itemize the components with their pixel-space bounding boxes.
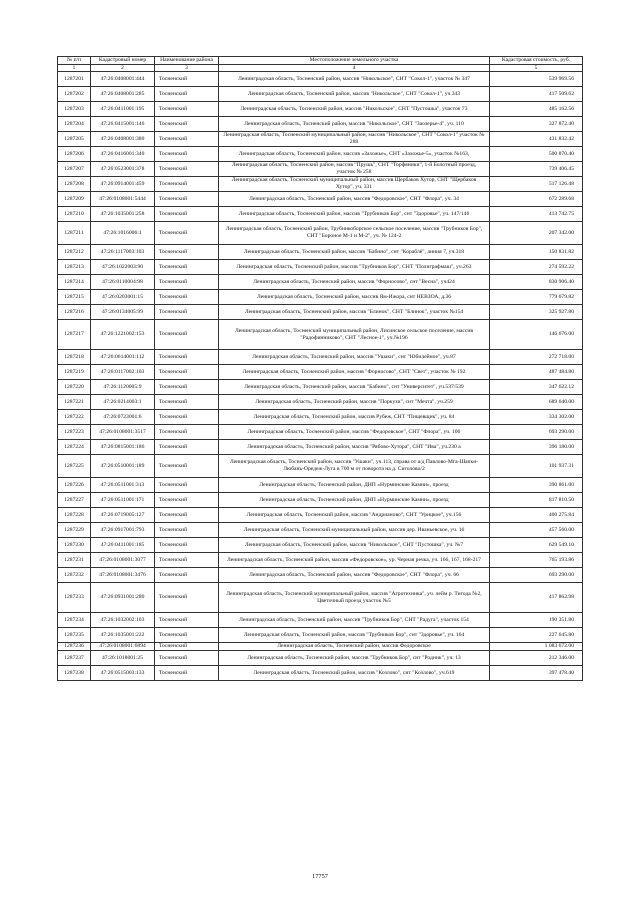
cadastral-value-cell: 146 676.00 [490, 320, 583, 350]
table-row [58, 350, 583, 365]
table-row [58, 651, 583, 666]
location-cell: Ленинградская область, Тосненский район, массив «Федоровское», ур. Черная речка, уч. 166, 167, 168-217 [219, 553, 490, 568]
table-row [58, 117, 583, 132]
column-number: 5 [490, 65, 583, 72]
col-header-location: Местоположение земельного участка [219, 57, 490, 65]
district-cell: Тосненский [155, 508, 219, 523]
location-cell: Ленинградская область, Тосненский район, массив "Никольское", СНТ "Пустошка", участок 73 [219, 102, 490, 117]
cadastral-number-cell: 47:26:0108001:3077 [91, 553, 155, 568]
cadastral-value-cell: 396 180.00 [490, 440, 583, 455]
cadastral-value-cell: 779 679.82 [490, 290, 583, 305]
location-cell: Ленинградская область, Тосненский район, массив Ям-Ижора, снт НЕВЗОА, д.36 [219, 290, 490, 305]
row-number-cell: 1287235 [58, 628, 91, 643]
cadastral-value-cell: 672 289.68 [490, 192, 583, 207]
cadastral-number-cell: 47:26:0511001:313 [91, 478, 155, 493]
table-row [58, 478, 583, 493]
cadastral-number-cell: 47:26:0214003:1 [91, 395, 155, 410]
location-cell: Ленинградская область, Тосненский район, массив "Никольское", СНТ "Сокол-1", участок № 347 [219, 72, 490, 87]
district-cell: Тосненский [155, 478, 219, 493]
location-cell: Ленинградская область, Тосненский район, массив "Федоровское", СНТ "Флора", уч. 34 [219, 192, 490, 207]
district-cell: Тосненский [155, 192, 219, 207]
table-row [58, 222, 583, 245]
location-cell: Ленинградская область, Тосненский район, массив "Форносово", снт "Весна", уч424 [219, 275, 490, 290]
location-cell: Ленинградская область, Тосненский район, Трубникоборское сельское поселение, массив "Трубников Бор", СНТ "Бороное М-1 и М-2", уч. № 124-2 [219, 222, 490, 245]
column-number: 3 [155, 65, 219, 72]
location-cell: Ленинградская область, Тосненский муниципальный район, массив "Никольское", СНТ "Сокол-1" участок № 288 [219, 132, 490, 147]
cadastral-number-cell: 47:26:1035001:258 [91, 207, 155, 222]
cadastral-number-cell: 47:26:0108001:3517 [91, 425, 155, 440]
location-cell: Ленинградская область, Тосненский муниципальный район, Лисинское сельское поселение, массив "Радофинниково", СНТ "Лесное-1", уч.№196 [219, 320, 490, 350]
cadastral-number-cell: 47:26:0134005:99 [91, 305, 155, 320]
district-cell: Тосненский [155, 147, 219, 162]
table-row [58, 365, 583, 380]
location-cell: Ленинградская область, Тосненский район, массив "Форносово", СНТ "Свет", участок № 192 [219, 365, 490, 380]
cadastral-number-cell: 47:26:0411001:185 [91, 538, 155, 553]
table-row [58, 162, 583, 177]
location-cell: Ленинградская область, Тосненский район, массив "Трубников Бор", СНТ "Радуга", участок 154 [219, 613, 490, 628]
cadastral-value-cell: 207 342.00 [490, 222, 583, 245]
district-cell: Тосненский [155, 290, 219, 305]
cadastral-value-cell: 487 484.80 [490, 365, 583, 380]
district-cell: Тосненский [155, 568, 219, 583]
district-cell: Тосненский [155, 425, 219, 440]
district-cell: Тосненский [155, 365, 219, 380]
row-number-cell: 1287224 [58, 440, 91, 455]
cadastral-number-cell: 47:26:0408001:285 [91, 87, 155, 102]
col-header-cadastral-value: Кадастровая стоимость, руб. [490, 57, 583, 65]
cadastral-number-cell: 47:26:0408001:444 [91, 72, 155, 87]
cadastral-number-cell: 47:26:0108001:5444 [91, 192, 155, 207]
column-number-row [58, 65, 583, 72]
row-number-cell: 1287225 [58, 455, 91, 478]
row-number-cell: 1287222 [58, 410, 91, 425]
cadastral-value-cell: 327 872.40 [490, 117, 583, 132]
location-cell: Ленинградская область, Тосненский район, массив "Никольское", СНТ "Пустошка", уч. №7 [219, 538, 490, 553]
cadastral-value-table [57, 56, 583, 681]
table-row [58, 628, 583, 643]
location-cell: Ленинградская область, Тосненский район, массив "Поркузи", снт "Мечта", уч.259 [219, 395, 490, 410]
cadastral-number-cell: 47:26:1032002:103 [91, 613, 155, 628]
location-cell: Ленинградская область, Тосненский район, массив "Ушаки", уч.113, справа от а/д Павлово-Мга-Шапки-Любань-Оредеж-Луга в 700 м от поворота на д. Сиголово/2 [219, 455, 490, 478]
cadastral-value-cell: 1 083 672.00 [490, 643, 583, 651]
cadastral-number-cell: 47:26:0510001:189 [91, 455, 155, 478]
cadastral-value-cell: 334 302.00 [490, 410, 583, 425]
table-row [58, 72, 583, 87]
col-header-district: Наименование района [155, 57, 219, 65]
location-cell: Ленинградская область, Тосненский муниципальный район, массив Щербаков Хутор, СНТ "Щербаков Хутор", уч. 331 [219, 177, 490, 192]
table-row [58, 290, 583, 305]
row-number-cell: 1287237 [58, 651, 91, 666]
location-cell: Ленинградская область, Тосненский район, массив "Прушь", СНТ "Торфяники", 1-й Болотный проезд, участок № 258 [219, 162, 490, 177]
valuation-table-sheet [57, 56, 582, 681]
row-number-cell: 1287204 [58, 117, 91, 132]
district-cell: Тосненский [155, 583, 219, 613]
table-row [58, 455, 583, 478]
cadastral-value-cell: 539 969.56 [490, 72, 583, 87]
cadastral-value-cell: 689 640.00 [490, 395, 583, 410]
table-row [58, 395, 583, 410]
cadastral-number-cell: 47:26:0523001:378 [91, 162, 155, 177]
row-number-cell: 1287212 [58, 245, 91, 260]
location-cell: Ленинградская область, Тосненский район, массив "Бабино", снт "Университет", уч.537/539 [219, 380, 490, 395]
cadastral-number-cell: 47:26:0719005:127 [91, 508, 155, 523]
header-row [58, 57, 583, 65]
row-number-cell: 1287219 [58, 365, 91, 380]
district-cell: Тосненский [155, 245, 219, 260]
column-number: 1 [58, 65, 91, 72]
cadastral-value-cell: 417 862.98 [490, 583, 583, 613]
column-number: 4 [219, 65, 490, 72]
table-row [58, 207, 583, 222]
table-row [58, 568, 583, 583]
location-cell: Ленинградская область, Тосненский муниципальный район, массив дер. Иваньевское, уч. 16 [219, 523, 490, 538]
cadastral-value-cell: 817 810.50 [490, 493, 583, 508]
table-row [58, 643, 583, 651]
cadastral-number-cell: 47:26:0416001:340 [91, 147, 155, 162]
cadastral-number-cell: 47:26:1221002:153 [91, 320, 155, 350]
cadastral-number-cell: 47:26:1120005:9 [91, 380, 155, 395]
row-number-cell: 1287238 [58, 666, 91, 681]
cadastral-value-cell: 417 509.62 [490, 87, 583, 102]
table-row [58, 245, 583, 260]
location-cell: Ленинградская область, Тосненский район, массив "Федоровское", СНТ "Флора", уч. 66 [219, 568, 490, 583]
row-number-cell: 1287226 [58, 478, 91, 493]
table-body [58, 72, 583, 681]
district-cell: Тосненский [155, 87, 219, 102]
table-row [58, 508, 583, 523]
row-number-cell: 1287207 [58, 162, 91, 177]
column-number: 2 [91, 65, 155, 72]
col-header-cadastral-number: Кадастровый номер [91, 57, 155, 65]
district-cell: Тосненский [155, 538, 219, 553]
location-cell: Ленинградская область, Тосненский район, массив "Никольское", СНТ "Заозерье-4", уч. 110 [219, 117, 490, 132]
cadastral-number-cell: 47:26:1018001:25 [91, 651, 155, 666]
cadastral-value-cell: 830 906.40 [490, 275, 583, 290]
table-row [58, 260, 583, 275]
col-header-number: № п/п [58, 57, 91, 65]
district-cell: Тосненский [155, 177, 219, 192]
table-row [58, 666, 583, 681]
district-cell: Тосненский [155, 117, 219, 132]
district-cell: Тосненский [155, 305, 219, 320]
row-number-cell: 1287208 [58, 177, 91, 192]
cadastral-value-cell: 500 870.40 [490, 147, 583, 162]
location-cell: Ленинградская область, Тосненский район, массив "Никольское", СНТ "Сокол-1", уч.343 [219, 87, 490, 102]
table-row [58, 583, 583, 613]
cadastral-number-cell: 47:26:1016006:1 [91, 222, 155, 245]
cadastral-value-cell: 765 193.86 [490, 553, 583, 568]
district-cell: Тосненский [155, 350, 219, 365]
row-number-cell: 1287228 [58, 508, 91, 523]
cadastral-number-cell: 47:26:0203001:15 [91, 290, 155, 305]
district-cell: Тосненский [155, 260, 219, 275]
district-cell: Тосненский [155, 395, 219, 410]
cadastral-value-cell: 150 831.82 [490, 245, 583, 260]
cadastral-value-cell: 517 126.48 [490, 177, 583, 192]
row-number-cell: 1287232 [58, 568, 91, 583]
cadastral-number-cell: 47:26:0917001:793 [91, 523, 155, 538]
cadastral-value-cell: 212 346.00 [490, 651, 583, 666]
row-number-cell: 1287221 [58, 395, 91, 410]
district-cell: Тосненский [155, 72, 219, 87]
row-number-cell: 1287215 [58, 290, 91, 305]
row-number-cell: 1287203 [58, 102, 91, 117]
location-cell: Ленинградская область, Тосненский район, ДНП «Нурминские Камни», проезд [219, 478, 490, 493]
district-cell: Тосненский [155, 651, 219, 666]
location-cell: Ленинградская область, Тосненский район, массив Федоровское [219, 643, 490, 651]
row-number-cell: 1287229 [58, 523, 91, 538]
cadastral-value-cell: 325 927.80 [490, 305, 583, 320]
row-number-cell: 1287236 [58, 643, 91, 651]
cadastral-value-cell: 274 592.22 [490, 260, 583, 275]
cadastral-value-cell: 413 742.75 [490, 207, 583, 222]
row-number-cell: 1287218 [58, 350, 91, 365]
district-cell: Тосненский [155, 207, 219, 222]
district-cell: Тосненский [155, 222, 219, 245]
cadastral-value-cell: 739 406.45 [490, 162, 583, 177]
district-cell: Тосненский [155, 320, 219, 350]
table-row [58, 192, 583, 207]
table-row [58, 87, 583, 102]
row-number-cell: 1287214 [58, 275, 91, 290]
cadastral-value-cell: 272 718.00 [490, 350, 583, 365]
district-cell: Тосненский [155, 553, 219, 568]
district-cell: Тосненский [155, 410, 219, 425]
location-cell: Ленинградская область, Тосненский муниципальный район, массив "Агротехника", уч. лейм р. Тигода №2, Цветочный проезд участок №5 [219, 583, 490, 613]
row-number-cell: 1287223 [58, 425, 91, 440]
row-number-cell: 1287210 [58, 207, 91, 222]
cadastral-number-cell: 47:26:0408001:380 [91, 132, 155, 147]
page-number: 17757 [312, 873, 328, 880]
district-cell: Тосненский [155, 275, 219, 290]
location-cell: Ленинградская область, Тосненский район, массив "Трубников Бор", снт "Родник", уч. 13 [219, 651, 490, 666]
table-row [58, 523, 583, 538]
cadastral-value-cell: 397 478.40 [490, 666, 583, 681]
table-row [58, 553, 583, 568]
table-row [58, 380, 583, 395]
cadastral-number-cell: 47:26:0511001:171 [91, 493, 155, 508]
location-cell: Ленинградская область, Тосненский район, ДНП «Нурминские Камни», проезд [219, 493, 490, 508]
location-cell: Ленинградская область, Тосненский район, массив "Трубников Бор", снт "Здоровье", уч. 164 [219, 628, 490, 643]
row-number-cell: 1287211 [58, 222, 91, 245]
cadastral-number-cell: 47:26:0815001:186 [91, 440, 155, 455]
cadastral-value-cell: 190 351.80 [490, 613, 583, 628]
location-cell: Ленинградская область, Тосненский район, массив Рубеж, СНТ "Пищевщик", уч. 84 [219, 410, 490, 425]
cadastral-value-cell: 347 622.12 [490, 380, 583, 395]
cadastral-number-cell: 47:26:1035001:222 [91, 628, 155, 643]
cadastral-number-cell: 47:26:0108001:6894 [91, 643, 155, 651]
district-cell: Тосненский [155, 102, 219, 117]
location-cell: Ленинградская область, Тосненский район, массив "Трубников Бор", СНТ "Полиграфмаш", уч.263 [219, 260, 490, 275]
table-row [58, 538, 583, 553]
row-number-cell: 1287202 [58, 87, 91, 102]
district-cell: Тосненский [155, 380, 219, 395]
district-cell: Тосненский [155, 643, 219, 651]
district-cell: Тосненский [155, 613, 219, 628]
row-number-cell: 1287205 [58, 132, 91, 147]
location-cell: Ленинградская область, Тосненский район, массив "Бабино", снт "Кораблё", линия 7, уч.318 [219, 245, 490, 260]
cadastral-value-cell: 485 162.56 [490, 102, 583, 117]
cadastral-value-cell: 400 275.84 [490, 508, 583, 523]
row-number-cell: 1287231 [58, 553, 91, 568]
row-number-cell: 1287216 [58, 305, 91, 320]
cadastral-value-cell: 629 549.10 [490, 538, 583, 553]
row-number-cell: 1287227 [58, 493, 91, 508]
row-number-cell: 1287234 [58, 613, 91, 628]
table-row [58, 425, 583, 440]
row-number-cell: 1287201 [58, 72, 91, 87]
cadastral-value-cell: 101 937.31 [490, 455, 583, 478]
district-cell: Тосненский [155, 440, 219, 455]
table-row [58, 132, 583, 147]
cadastral-number-cell: 47:26:0117002:103 [91, 365, 155, 380]
location-cell: Ленинградская область, Тосненский район, массив "Андрианово", СНТ "Урицкое", уч.156 [219, 508, 490, 523]
cadastral-value-cell: 693 290.00 [490, 568, 583, 583]
cadastral-value-cell: 457 560.00 [490, 523, 583, 538]
cadastral-number-cell: 47:26:1117003:103 [91, 245, 155, 260]
location-cell: Ленинградская область, Тосненский район, массив "Трубников Бор", снт "Здоровье", уч. 147/146 [219, 207, 490, 222]
cadastral-number-cell: 47:26:0723001:6 [91, 410, 155, 425]
table-row [58, 410, 583, 425]
cadastral-number-cell: 47:26:0614001:112 [91, 350, 155, 365]
cadastral-value-cell: 693 290.00 [490, 425, 583, 440]
location-cell: Ленинградская область, Тосненский район, массив "Ушаки", снт "Юбилейное", уч.87 [219, 350, 490, 365]
row-number-cell: 1287213 [58, 260, 91, 275]
cadastral-number-cell: 47:26:0914001:459 [91, 177, 155, 192]
table-row [58, 613, 583, 628]
cadastral-value-cell: 227 645.80 [490, 628, 583, 643]
table-row [58, 102, 583, 117]
table-row [58, 320, 583, 350]
table-row [58, 305, 583, 320]
table-row [58, 275, 583, 290]
row-number-cell: 1287230 [58, 538, 91, 553]
cadastral-number-cell: 47:26:0110004:98 [91, 275, 155, 290]
district-cell: Тосненский [155, 162, 219, 177]
district-cell: Тосненский [155, 628, 219, 643]
district-cell: Тосненский [155, 132, 219, 147]
row-number-cell: 1287233 [58, 583, 91, 613]
location-cell: Ленинградская область, Тосненский район, массив "Блинок", СНТ "Блинок", участок №154 [219, 305, 490, 320]
table-row [58, 493, 583, 508]
district-cell: Тосненский [155, 666, 219, 681]
cadastral-value-cell: 390 861.00 [490, 478, 583, 493]
table-row [58, 440, 583, 455]
row-number-cell: 1287220 [58, 380, 91, 395]
district-cell: Тосненский [155, 455, 219, 478]
cadastral-number-cell: 47:26:0515003:133 [91, 666, 155, 681]
table-row [58, 177, 583, 192]
location-cell: Ленинградская область, Тосненский район, массив «Захожье», СНТ «Захожье-5», участок №163, [219, 147, 490, 162]
row-number-cell: 1287206 [58, 147, 91, 162]
cadastral-number-cell: 47:26:0411001:195 [91, 102, 155, 117]
location-cell: Ленинградская область, Тосненский район, массив "Федоровское", СНТ "Флора", уч. 106 [219, 425, 490, 440]
cadastral-number-cell: 47:26:0108001:3476 [91, 568, 155, 583]
district-cell: Тосненский [155, 493, 219, 508]
location-cell: Ленинградская область, Тосненский район, массив "Козлово", снт "Козлово", уч.619 [219, 666, 490, 681]
table-row [58, 147, 583, 162]
cadastral-number-cell: 47:26:0415001:146 [91, 117, 155, 132]
cadastral-number-cell: 47:26:1022003:90 [91, 260, 155, 275]
cadastral-value-cell: 431 832.42 [490, 132, 583, 147]
district-cell: Тосненский [155, 523, 219, 538]
cadastral-number-cell: 47:26:0931001:280 [91, 583, 155, 613]
row-number-cell: 1287209 [58, 192, 91, 207]
location-cell: Ленинградская область, Тосненский район, массив "Рябово-Хутора", СНТ "Ива", уч.230 а [219, 440, 490, 455]
row-number-cell: 1287217 [58, 320, 91, 350]
